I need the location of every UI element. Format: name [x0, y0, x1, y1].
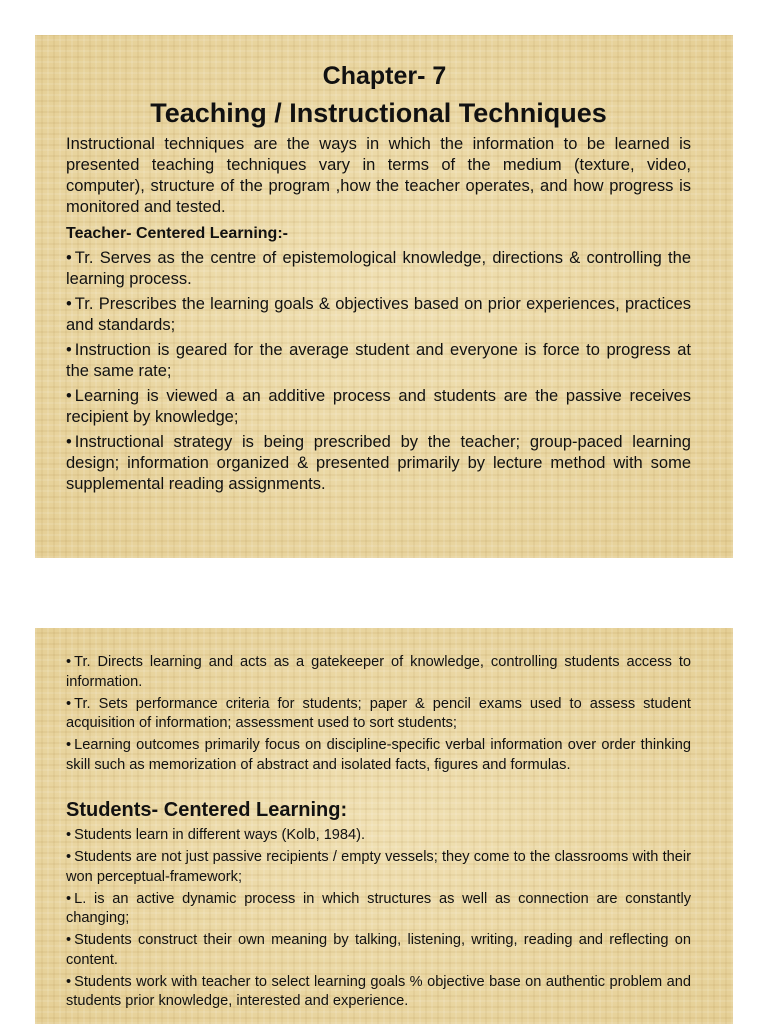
list-item-text: Students are not just passive recipients / empty vessels; they come to the classrooms with their won perceptual-framework;	[66, 849, 691, 885]
list-item-text: L. is an active dynamic process in which structures as well as connection are constantly changing;	[66, 890, 691, 926]
list-item-text: Tr. Prescribes the learning goals & objectives based on prior experiences, practices and standards;	[66, 295, 691, 334]
list-item-text: Tr. Sets performance criteria for students; paper & pencil exams used to assess student acquisition of information; assessment used to sort students;	[66, 695, 691, 731]
chapter-title: Chapter- 7	[322, 62, 447, 90]
list-item	[66, 973, 691, 1012]
slide-2	[35, 628, 733, 1024]
list-item-text: Instruction is geared for the average student and everyone is force to progress at the same rate;	[66, 341, 691, 380]
bullet-icon: •	[66, 932, 72, 948]
list-item-text: Learning is viewed a an additive process and students are the passive receives recipient by knowledge;	[66, 387, 691, 426]
list-item-text: Students construct their own meaning by talking, listening, writing, reading and reflecting on content.	[66, 932, 691, 968]
bullet-icon: •	[66, 849, 72, 865]
list-item	[66, 695, 691, 734]
slide-1	[35, 35, 733, 558]
list-item-text: Instructional strategy is being prescribed by the teacher; group-paced learning design; information organized & presented primarily by lecture method with some supplemental reading assignments.	[66, 433, 691, 493]
list-item	[66, 653, 691, 692]
intro-paragraph: Instructional techniques are the ways in which the information to be learned is presented teaching techniques vary in terms of the medium (texture, video, computer), structure of the program ,how the teacher operates, and how progress is monitored and tested.	[66, 135, 691, 216]
list-item	[66, 386, 691, 428]
bullet-icon: •	[66, 387, 72, 405]
bullet-icon: •	[66, 695, 72, 712]
list-item	[66, 890, 691, 929]
list-item	[66, 294, 691, 336]
bullet-icon: •	[66, 433, 72, 451]
list-item-text: Students learn in different ways (Kolb, 1984).	[74, 827, 366, 843]
list-item-text: Students work with teacher to select learning goals % objective base on authentic problem and students prior knowledge, interested and experience.	[66, 973, 691, 1009]
list-item	[66, 826, 691, 846]
bullet-icon: •	[66, 737, 72, 753]
list-item-text: Tr. Directs learning and acts as a gatekeeper of knowledge, controlling students access to information.	[66, 654, 691, 690]
teacher-centered-heading: Teacher- Centered Learning:-	[66, 225, 288, 242]
bullet-icon: •	[66, 890, 72, 907]
list-item	[66, 931, 691, 970]
list-item	[66, 848, 691, 887]
page-title: Teaching / Instructional Techniques	[150, 98, 607, 128]
students-centered-heading: Students- Centered Learning:	[66, 799, 348, 821]
list-item	[66, 340, 691, 382]
list-item-text: Learning outcomes primarily focus on discipline-specific verbal information over order thinking skill such as memorization of abstract and isolated facts, figures and formulas.	[66, 737, 691, 773]
bullet-icon: •	[66, 341, 72, 359]
bullet-icon: •	[66, 295, 72, 313]
slide-2-content	[35, 628, 733, 1012]
bullet-icon: •	[66, 827, 72, 843]
bullet-icon: •	[66, 973, 72, 990]
list-item-text: Tr. Serves as the centre of epistemological knowledge, directions & controlling the learning process.	[66, 249, 691, 288]
list-item	[66, 248, 691, 290]
slide-1-content	[35, 35, 733, 495]
list-item	[66, 432, 691, 495]
bullet-icon: •	[66, 249, 72, 267]
bullet-icon: •	[66, 654, 72, 670]
list-item	[66, 736, 691, 775]
